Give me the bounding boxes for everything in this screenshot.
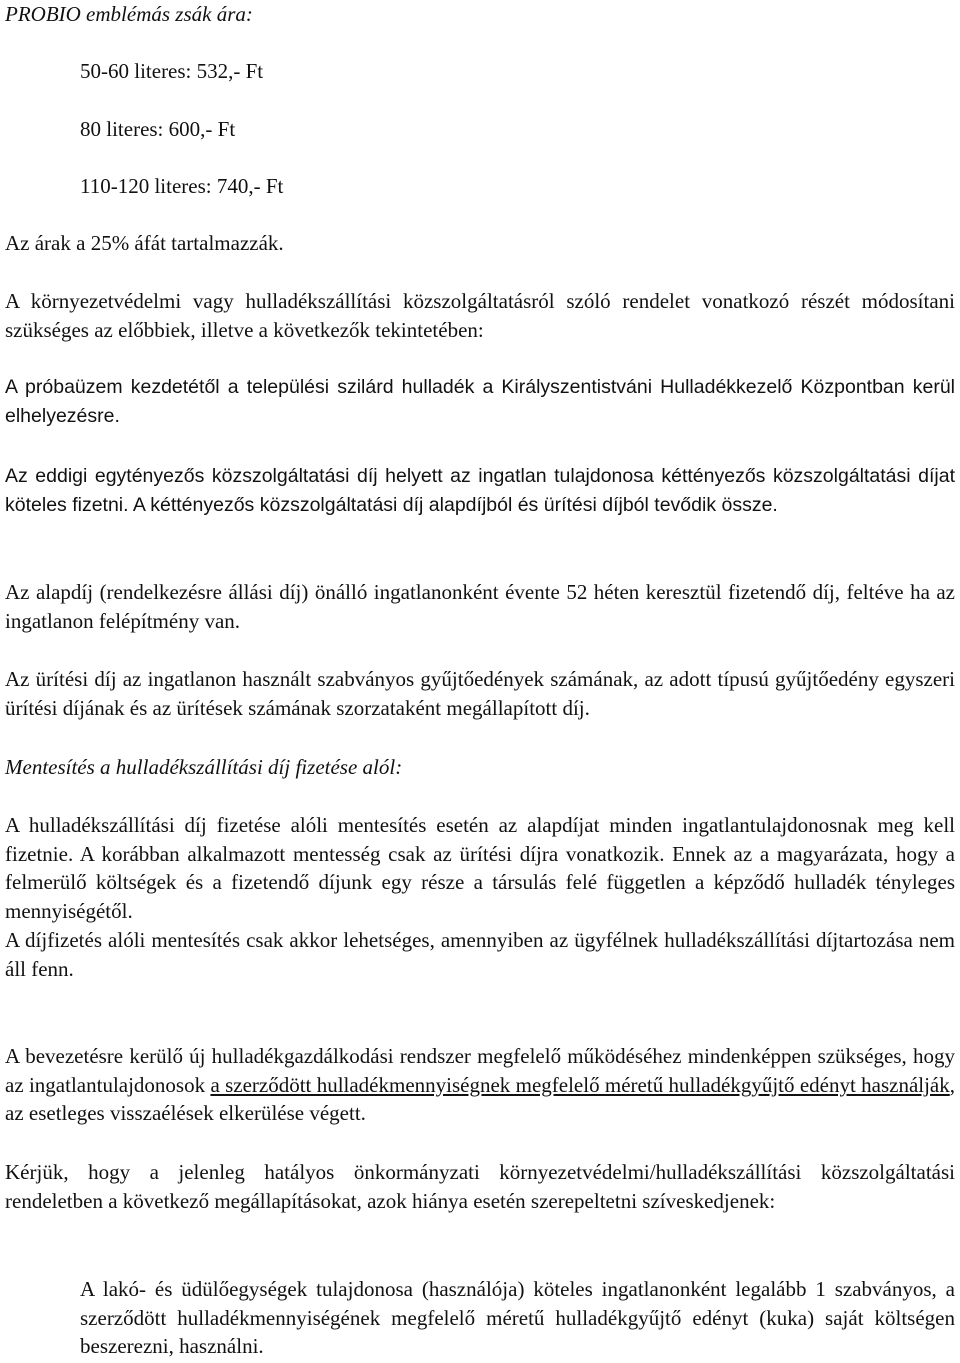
price-item-50-60: 50-60 literes: 532,- Ft bbox=[80, 59, 264, 83]
new-system-text-end: , az esetleges visszaélések elkerülése végett. bbox=[5, 1072, 955, 1125]
price-item-110-120: 110-120 literes: 740,- Ft bbox=[80, 174, 284, 198]
paragraph-exemption-rules: A hulladékszállítási díj fizetése alóli mentesítés esetén az alapdíjat minden ingatlantulajdonosnak meg kell fizetnie. A korábban alkalmazott mentesség csak az ürítési díjra vonatkozik. Ennek az a magyarázata, hogy a felmerülő költségek és a fizetendő díjunk egy része a társulás felé független a képződő hulladék tényleges mennyiségétől. bbox=[5, 813, 955, 923]
vat-note: Az árak a 25% áfát tartalmazzák. bbox=[5, 231, 284, 255]
paragraph-owner-duty: A lakó- és üdülőegységek tulajdonosa (használója) köteles ingatlanonként legalább 1 szabványos, a szerződött hulladékmennyiségének megfelelő méretű hulladékgyűjtő edényt (kuka) saját költségen beszerezni, használni. bbox=[80, 1277, 955, 1358]
paragraph-emptying-fee: Az ürítési díj az ingatlanon használt szabványos gyűjtőedények számának, az adott típusú gyűjtőedény egyszeri ürítési díjának és az ürítések számának szorzataként megállapított díj. bbox=[5, 667, 955, 720]
paragraph-request: Kérjük, hogy a jelenleg hatályos önkormányzati környezetvédelmi/hulladékszállítási közszolgáltatási rendeletben a következő megállapításokat, azok hiánya esetén szerepeltetni szíveskedjenek: bbox=[5, 1160, 955, 1213]
paragraph-base-fee: Az alapdíj (rendelkezésre állási díj) önálló ingatlanonként évente 52 héten keresztül fizetendő díj, feltéve ha az ingatlanon felépítmény van. bbox=[5, 580, 955, 633]
new-system-text-start: A bevezetésre kerülő új hulladékgazdálkodási rendszer megfelelő működéséhez mindenképpen szükséges, hogy az ingatlantulajdonosok bbox=[5, 1044, 955, 1097]
paragraph-trial-operation: A próbaüzem kezdetétől a települési szilárd hulladék a Királyszentistváni Hulladékkezelő Központban kerül elhelyezésre. bbox=[5, 376, 955, 427]
new-system-underlined-text: a szerződött hulladékmennyiségnek megfelelő méretű hulladékgyűjtő edényt használják bbox=[210, 1072, 950, 1097]
exemption-heading: Mentesítés a hulladékszállítási díj fizetése alól: bbox=[5, 755, 403, 779]
paragraph-regulation: A környezetvédelmi vagy hulladékszállítási közszolgáltatásról szóló rendelet vonatkozó részét módosítani szükséges az előbbiek, illetve a következők tekintetében: bbox=[5, 289, 955, 342]
paragraph-two-factor-fee: Az eddigi egytényezős közszolgáltatási díj helyett az ingatlan tulajdonosa kéttényezős közszolgáltatási díjat köteles fizetni. A kéttényezős közszolgáltatási díj alapdíjból és ürítési díjból tevődik össze. bbox=[5, 465, 955, 516]
price-heading: PROBIO emblémás zsák ára: bbox=[5, 2, 253, 26]
paragraph-new-system bbox=[5, 1042, 955, 1128]
price-item-80: 80 literes: 600,- Ft bbox=[80, 117, 236, 141]
paragraph-exemption-condition: A díjfizetés alóli mentesítés csak akkor lehetséges, amennyiben az ügyfélnek hulladékszállítási díjtartozása nem áll fenn. bbox=[5, 928, 955, 981]
